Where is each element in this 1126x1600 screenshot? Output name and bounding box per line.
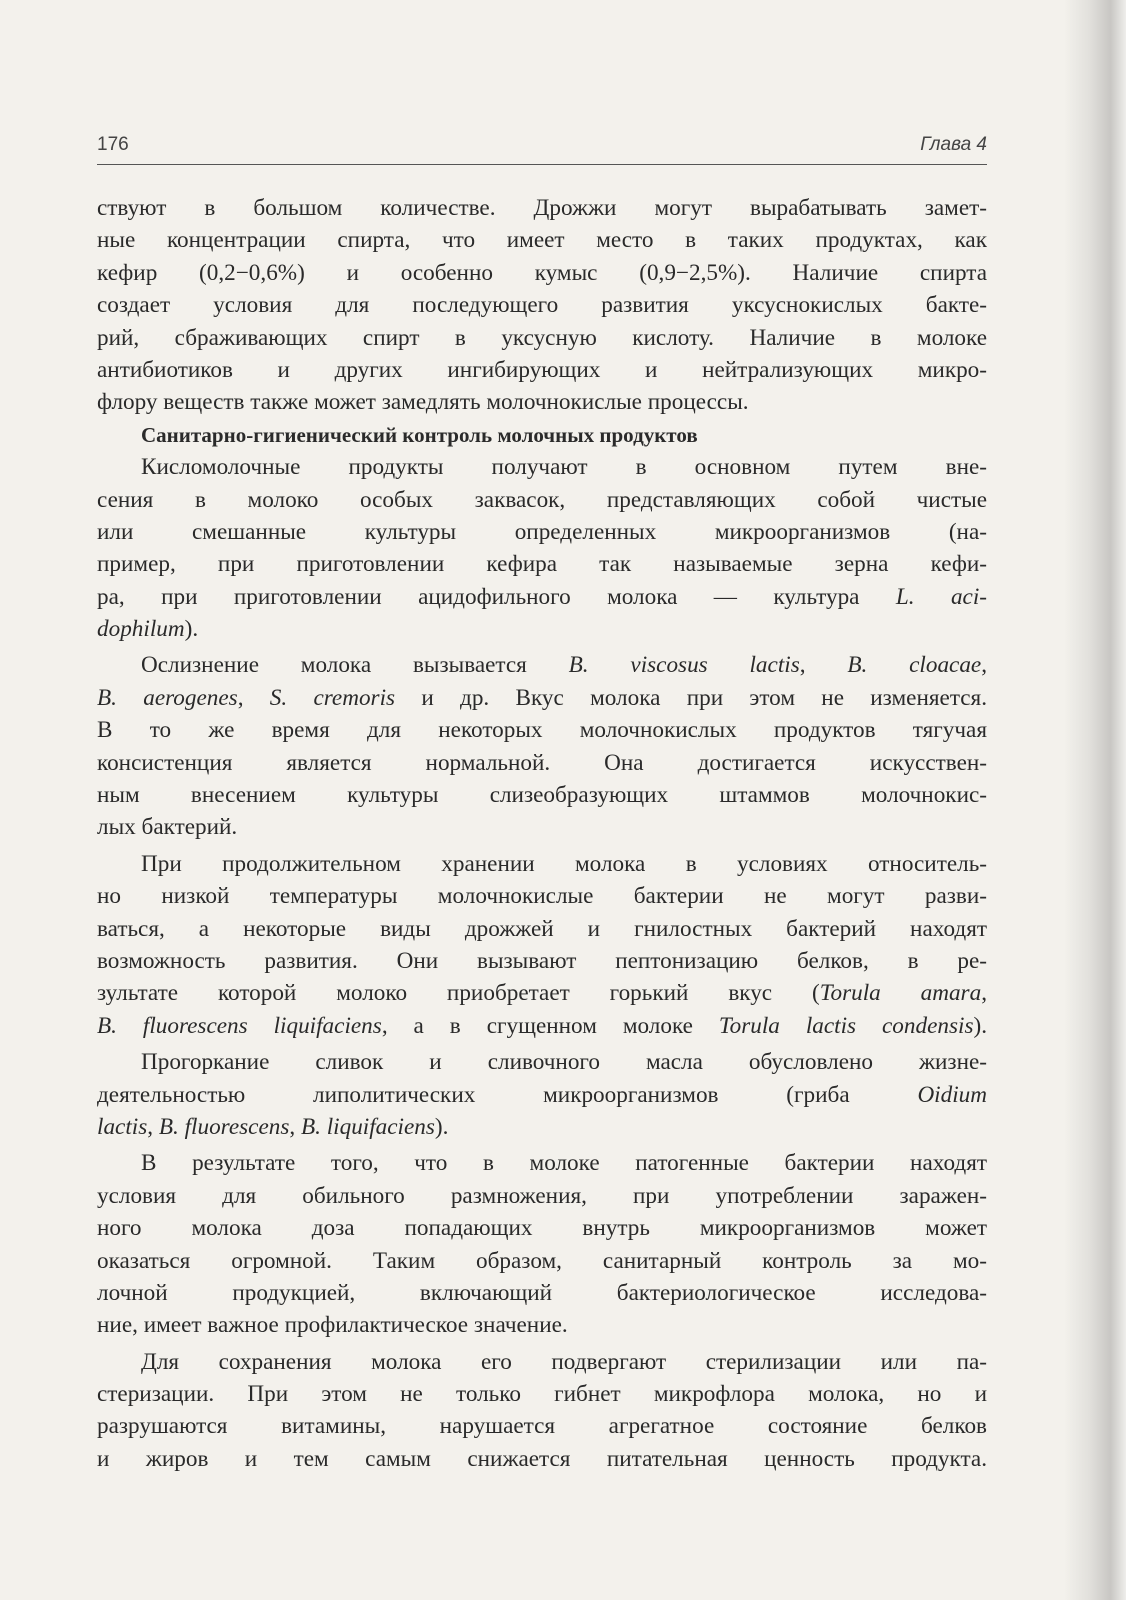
italic-term: Torula lactis condensis xyxy=(718,1012,974,1039)
text-line xyxy=(97,1147,987,1179)
text-span: и др. Вкус молока при этом не изменяется. xyxy=(395,684,988,711)
text-span: ра, при приготовлении ацидофильного молока — культура xyxy=(97,583,896,610)
text-span: рий, сбраживающих спирт в уксусную кислоту. Наличие в молоке xyxy=(97,324,987,351)
text-span: деятельностью липолитических микроорганизмов (гриба xyxy=(97,1081,918,1108)
text-line xyxy=(97,354,987,386)
text-span: В то же время для некоторых молочнокислых продуктов тягучая xyxy=(97,717,987,744)
text-span: лочной продукцией, включающий бактериологическое исследова- xyxy=(97,1279,987,1306)
text-span: , а в сгущенном молоке xyxy=(381,1012,719,1039)
text-span: разрушаются витамины, нарушается агрегатное состояние белков xyxy=(97,1413,987,1440)
text-line xyxy=(97,386,987,418)
text-span: зультате которой молоко приобретает горький вкус ( xyxy=(97,980,820,1007)
text-line xyxy=(97,1346,987,1378)
text-line xyxy=(97,779,987,811)
text-line xyxy=(97,1079,987,1111)
text-line xyxy=(97,289,987,321)
text-span: При продолжительном хранении молока в условиях относитель- xyxy=(141,850,987,877)
text-line xyxy=(97,1277,987,1309)
text-span: или смешанные культуры определенных микроорганизмов (на- xyxy=(97,518,987,545)
text-line xyxy=(97,548,987,580)
text-line xyxy=(97,945,987,977)
text-line xyxy=(97,1111,987,1143)
text-span: , xyxy=(237,684,270,711)
body-text xyxy=(97,192,987,1475)
section-heading xyxy=(97,419,987,451)
text-line xyxy=(97,1212,987,1244)
text-line xyxy=(97,224,987,256)
page-number: 176 xyxy=(97,134,129,155)
text-line xyxy=(97,913,987,945)
text-span: , xyxy=(981,652,988,679)
italic-term: B. cloacae xyxy=(847,652,982,679)
text-span: ствуют в большом количестве. Дрожжи могут вырабатывать замет- xyxy=(97,195,987,221)
italic-term: B. fluorescens xyxy=(158,1113,290,1140)
text-span: сения в молоко особых заквасок, представляющих собой чистые xyxy=(97,486,987,513)
text-line xyxy=(97,613,987,645)
text-line xyxy=(97,484,987,516)
text-span: условия для обильного размножения, при употреблении заражен- xyxy=(97,1182,987,1209)
text-span: лых бактерий. xyxy=(97,814,238,841)
text-span: пример, при приготовлении кефира так называемые зерна кефи- xyxy=(97,551,987,578)
text-line xyxy=(97,257,987,289)
text-line xyxy=(97,1245,987,1277)
text-span: ваться, а некоторые виды дрожжей и гнилостных бактерий находят xyxy=(97,915,987,942)
text-span: создает условия для последующего развития уксуснокислых бакте- xyxy=(97,292,987,319)
page-spine-shadow xyxy=(1064,0,1126,1600)
text-span: но низкой температуры молочнокислые бактерии не могут разви- xyxy=(97,883,987,910)
italic-term: B. aerogenes xyxy=(97,684,238,711)
text-line xyxy=(97,1046,987,1078)
italic-term: B. liquifaciens xyxy=(300,1113,435,1140)
text-line xyxy=(97,581,987,613)
text-line xyxy=(97,516,987,548)
text-line xyxy=(97,848,987,880)
text-span: , xyxy=(799,652,848,679)
running-header xyxy=(97,134,987,165)
italic-term: Torula amara xyxy=(819,980,982,1007)
text-line xyxy=(97,1010,987,1042)
italic-term: L. aci- xyxy=(895,583,987,610)
text-span: ние, имеет важное профилактическое значение. xyxy=(97,1312,568,1339)
text-line xyxy=(97,880,987,912)
text-line xyxy=(97,977,987,1009)
text-span: возможность развития. Они вызывают пептонизацию белков, в ре- xyxy=(97,947,987,974)
text-span: и жиров и тем самым снижается питательная ценность продукта. xyxy=(97,1445,987,1472)
text-line xyxy=(97,1309,987,1341)
text-span: ). xyxy=(973,1012,987,1039)
text-span: Кисломолочные продукты получают в основном путем вне- xyxy=(141,454,987,481)
text-span: , xyxy=(981,980,987,1007)
text-line xyxy=(97,714,987,746)
text-span: В результате того, что в молоке патогенные бактерии находят xyxy=(141,1150,987,1177)
text-line xyxy=(97,322,987,354)
text-line xyxy=(97,811,987,843)
text-line xyxy=(97,1378,987,1410)
text-span: ного молока доза попадающих внутрь микроорганизмов может xyxy=(97,1215,987,1242)
text-span: ные концентрации спирта, что имеет место в таких продуктах, как xyxy=(97,227,987,254)
text-span: антибиотиков и других ингибирующих и нейтрализующих микро- xyxy=(97,356,987,383)
text-line xyxy=(97,1410,987,1442)
italic-term: Oidium xyxy=(917,1081,987,1108)
text-line xyxy=(97,1180,987,1212)
chapter-title: Глава 4 xyxy=(920,134,987,155)
text-span: , xyxy=(289,1113,301,1140)
text-span: ). xyxy=(184,616,199,643)
text-span: Ослизнение молока вызывается xyxy=(141,652,569,679)
italic-term: B. viscosus lactis xyxy=(568,652,800,679)
text-span: ). xyxy=(434,1113,449,1140)
text-span: кефир (0,2−0,6%) и особенно кумыс (0,9−2,5%). Наличие спирта xyxy=(97,259,987,286)
text-span: Для сохранения молока его подвергают стерилизации или па- xyxy=(141,1348,987,1375)
italic-term: lactis xyxy=(97,1113,148,1140)
text-span: оказаться огромной. Таким образом, санитарный контроль за мо- xyxy=(97,1247,987,1274)
text-line xyxy=(97,747,987,779)
italic-term: S. cremoris xyxy=(269,684,396,711)
text-span: Прогоркание сливок и сливочного масла обусловлено жизне- xyxy=(141,1049,987,1076)
text-span: , xyxy=(147,1113,159,1140)
italic-term: dophilum xyxy=(97,616,185,643)
text-span: Санитарно-гигиенический контроль молочных продуктов xyxy=(141,422,698,447)
text-line xyxy=(97,451,987,483)
italic-term: B. fluorescens liquifaciens xyxy=(97,1012,382,1039)
text-span: консистенция является нормальной. Она достигается искусствен- xyxy=(97,749,987,776)
text-span: стеризации. При этом не только гибнет микрофлора молока, но и xyxy=(97,1381,987,1408)
text-line xyxy=(97,649,987,681)
text-span: ным внесением культуры слизеобразующих штаммов молочнокис- xyxy=(97,782,987,809)
text-line xyxy=(97,1443,987,1475)
text-line xyxy=(97,192,987,224)
text-line xyxy=(97,682,987,714)
text-span: флору веществ также может замедлять молочнокислые процессы. xyxy=(97,389,749,416)
